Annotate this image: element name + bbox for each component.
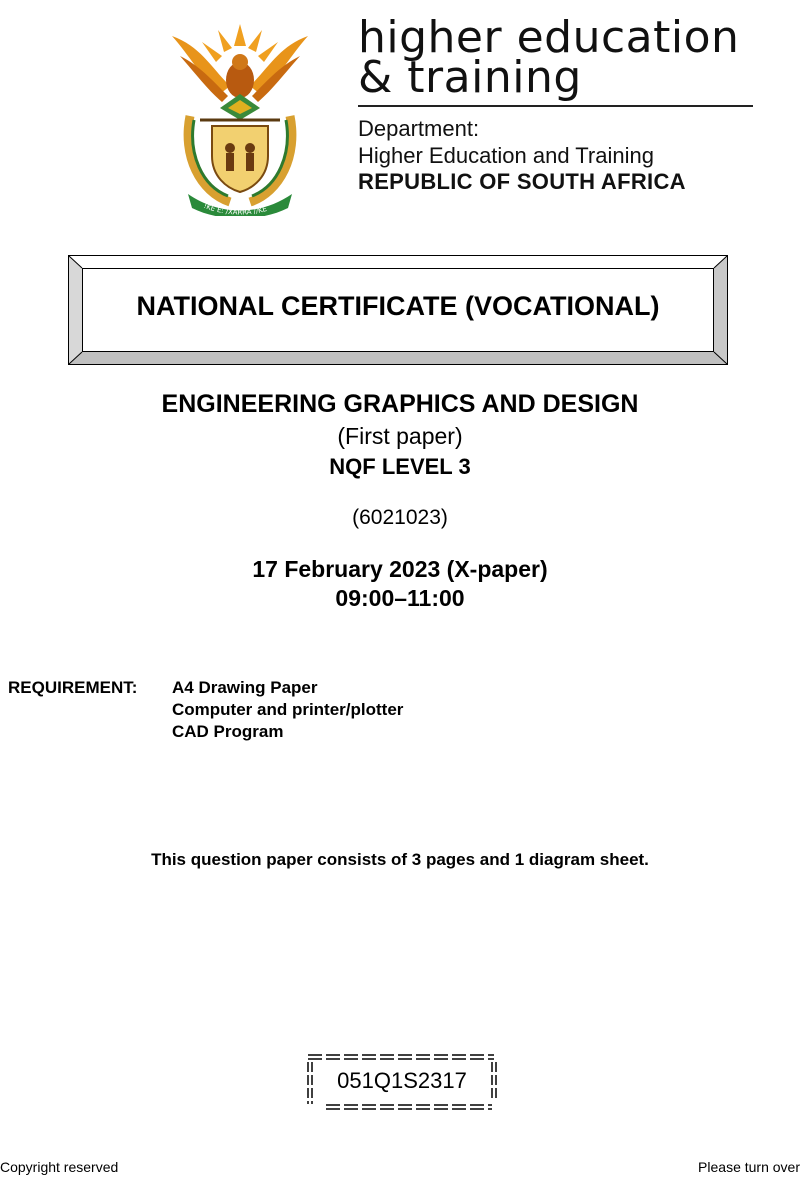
requirement-item: Computer and printer/plotter — [172, 700, 404, 719]
copyright-notice: Copyright reserved — [0, 1159, 119, 1175]
paper-number: (First paper) — [337, 423, 463, 449]
exam-date: 17 February 2023 (X-paper) — [252, 556, 548, 582]
paper-id-box — [304, 1052, 500, 1112]
brand-line-2: & training — [358, 52, 582, 103]
brand-line-1: higher education — [358, 12, 740, 63]
nqf-level: NQF LEVEL 3 — [329, 454, 471, 479]
country-name: REPUBLIC OF SOUTH AFRICA — [358, 169, 686, 194]
brand-divider — [358, 105, 753, 107]
department-label: Department: — [358, 116, 480, 141]
crest-motto: !KE E: /XARRA //KE — [202, 201, 268, 216]
turn-over-notice: Please turn over — [698, 1159, 800, 1175]
page-count-notice: This question paper consists of 3 pages and 1 diagram sheet. — [151, 850, 649, 869]
subject-title: ENGINEERING GRAPHICS AND DESIGN — [161, 390, 639, 418]
certificate-title-box — [68, 255, 728, 365]
requirement-item: CAD Program — [172, 722, 284, 741]
certificate-title: NATIONAL CERTIFICATE (VOCATIONAL) — [136, 291, 660, 321]
exam-time: 09:00–11:00 — [335, 585, 465, 611]
requirement-item: A4 Drawing Paper — [172, 678, 318, 697]
paper-id-code: 051Q1S2317 — [337, 1068, 467, 1093]
subject-code: (6021023) — [352, 506, 448, 529]
department-name: Higher Education and Training — [358, 143, 654, 168]
coat-of-arms-icon — [160, 16, 320, 216]
requirement-label: REQUIREMENT: — [8, 678, 138, 697]
